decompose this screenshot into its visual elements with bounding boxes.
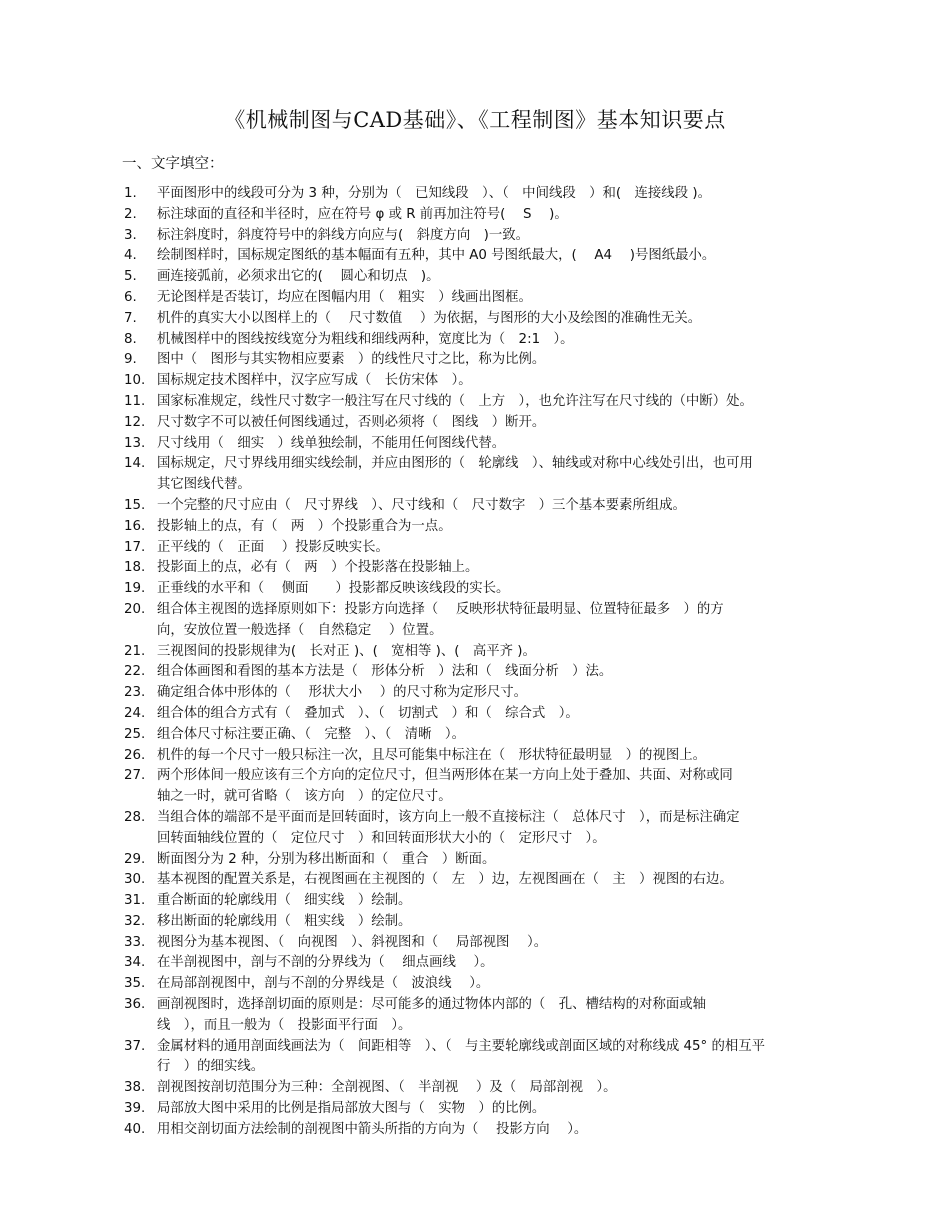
item-number: 25. bbox=[124, 726, 146, 742]
item-text: 视图分为基本视图、（ 向视图 ）、斜视图和（ 局部视图 ）。 bbox=[157, 934, 548, 950]
list-item bbox=[0, 1120, 950, 1141]
item-text: 断面图分为 2 种，分别为移出断面和（ 重合 ）断面。 bbox=[157, 851, 496, 867]
list-item bbox=[0, 704, 950, 725]
item-number: 40. bbox=[124, 1121, 146, 1137]
item-text: 组合体尺寸标注要正确、（ 完整 ）、（ 清晰 ）。 bbox=[157, 726, 465, 742]
list-item bbox=[0, 350, 950, 371]
list-item bbox=[0, 662, 950, 683]
item-text: 剖视图按剖切范围分为三种：全剖视图、（ 半剖视 ）及（ 局部剖视 ）。 bbox=[157, 1080, 617, 1096]
list-item bbox=[0, 683, 950, 704]
item-number: 7. bbox=[124, 310, 137, 326]
item-text: 尺寸数字不可以被任何图线通过，否则必须将（ 图线 ）断开。 bbox=[157, 414, 546, 430]
item-number: 14. bbox=[124, 456, 146, 472]
item-number: 1. bbox=[124, 186, 137, 201]
item-number: 35. bbox=[124, 976, 146, 992]
list-item bbox=[0, 1037, 950, 1079]
list-item bbox=[0, 371, 950, 392]
list-item bbox=[0, 309, 950, 330]
list-item bbox=[0, 558, 950, 579]
item-text: 尺寸线用（ 细实 ）线单独绘制，不能用任何图线代替。 bbox=[157, 435, 506, 451]
item-number: 38. bbox=[124, 1080, 146, 1096]
item-text bbox=[157, 808, 869, 850]
item-number: 32. bbox=[124, 913, 146, 929]
list-item bbox=[0, 288, 950, 309]
document-title: 《机械制图与CAD基础》、《工程制图》基本知识要点 bbox=[224, 108, 726, 132]
item-text: 确定组合体中形体的（ 形状大小 ）的尺寸称为定形尺寸。 bbox=[157, 685, 528, 701]
item-text-line: 其它图线代替。 bbox=[157, 477, 251, 493]
item-number: 3. bbox=[124, 227, 137, 243]
list-item bbox=[0, 1099, 950, 1120]
item-text: 机件的真实大小以图样上的（ 尺寸数值 ）为依据，与图形的大小及绘图的准确性无关。 bbox=[157, 310, 702, 326]
list-item bbox=[0, 517, 950, 538]
list-item bbox=[0, 808, 950, 850]
item-number: 28. bbox=[124, 809, 146, 825]
item-text-line: 线 ），而且一般为（ 投影面平行面 ）。 bbox=[157, 1017, 412, 1033]
item-number: 23. bbox=[124, 685, 146, 701]
item-text: 国家标准规定，线性尺寸数字一般注写在尺寸线的（ 上方 ），也允许注写在尺寸线的（中断）处。 bbox=[157, 393, 753, 409]
item-text: 正平线的（ 正面 ）投影反映实长。 bbox=[157, 539, 389, 555]
item-number: 13. bbox=[124, 435, 146, 451]
item-number: 18. bbox=[124, 560, 146, 576]
item-text: 基本视图的配置关系是，右视图画在主视图的（ 左 ）边，左视图画在（ 主 ）视图的右边。 bbox=[157, 872, 733, 888]
item-number: 17. bbox=[124, 539, 146, 555]
item-number: 9. bbox=[124, 352, 137, 368]
item-number: 15. bbox=[124, 497, 146, 513]
list-item bbox=[0, 766, 950, 808]
list-item bbox=[0, 392, 950, 413]
item-text-line: 向，安放位置一般选择（ 自然稳定 ）位置。 bbox=[157, 622, 443, 638]
list-item bbox=[0, 454, 950, 496]
item-number: 27. bbox=[124, 768, 146, 784]
item-text: 标注斜度时，斜度符号中的斜线方向应与( 斜度方向 )一致。 bbox=[157, 227, 529, 243]
item-number: 34. bbox=[124, 955, 146, 971]
item-number: 19. bbox=[124, 581, 146, 597]
item-text: 在半剖视图中，剖与不剖的分界线为（ 细点画线 ）。 bbox=[157, 955, 494, 971]
list-item bbox=[0, 891, 950, 912]
item-number: 37. bbox=[124, 1038, 146, 1054]
item-text: 画连接弧前，必须求出它的( 圆心和切点 )。 bbox=[157, 269, 440, 285]
item-text-line: 行 ）的细实线。 bbox=[157, 1059, 265, 1075]
list-item bbox=[0, 725, 950, 746]
item-text: 组合体画图和看图的基本方法是（ 形体分析 ）法和（ 线面分析 ）法。 bbox=[157, 664, 613, 680]
list-item bbox=[0, 1078, 950, 1099]
list-item bbox=[0, 933, 950, 954]
item-number: 8. bbox=[124, 331, 137, 347]
item-number: 20. bbox=[124, 601, 146, 617]
item-text: 图中（ 图形与其实物相应要素 ）的线性尺寸之比，称为比例。 bbox=[157, 352, 546, 368]
item-text-line: 画剖视图时，选择剖切面的原则是：尽可能多的通过物体内部的（ 孔、槽结构的对称面或轴 bbox=[157, 997, 707, 1013]
list-item bbox=[0, 330, 950, 351]
list-item bbox=[0, 226, 950, 247]
item-text-line: 回转面轴线位置的（ 定位尺寸 ）和回转面形状大小的（ 定形尺寸 ）。 bbox=[157, 830, 606, 846]
item-number: 33. bbox=[124, 934, 146, 950]
item-text: 组合体的组合方式有（ 叠加式 ）、（ 切割式 ）和（ 综合式 ）。 bbox=[157, 705, 579, 721]
item-text: 国标规定技术图样中，汉字应写成（ 长仿宋体 ）。 bbox=[157, 373, 472, 389]
list-item bbox=[0, 870, 950, 891]
list-item bbox=[0, 184, 950, 205]
list-item bbox=[0, 642, 950, 663]
item-text-line: 金属材料的通用剖面线画法为（ 间距相等 ）、（ 与主要轮廓线或剖面区域的对称线成 45° 的相互平 bbox=[157, 1038, 766, 1054]
item-number: 4. bbox=[124, 248, 137, 264]
list-item bbox=[0, 746, 950, 767]
item-text bbox=[157, 1037, 869, 1079]
item-text-line: 轴之一时，就可省略（ 该方向 ）的定位尺寸。 bbox=[157, 789, 452, 805]
item-number: 31. bbox=[124, 893, 146, 909]
item-text: 投影面上的点，必有（ 两 ）个投影落在投影轴上。 bbox=[157, 560, 479, 576]
item-text: 一个完整的尺寸应由（ 尺寸界线 ）、尺寸线和（ 尺寸数字 ）三个基本要素所组成。 bbox=[157, 497, 686, 513]
item-text: 绘制图样时，国标规定图纸的基本幅面有五种，其中 A0 号图纸最大，( A4 )号图纸最小。 bbox=[157, 248, 716, 264]
item-number: 12. bbox=[124, 414, 146, 430]
item-number: 10. bbox=[124, 373, 146, 389]
item-text: 移出断面的轮廓线用（ 粗实线 ）绘制。 bbox=[157, 913, 412, 929]
list-item bbox=[0, 974, 950, 995]
item-number: 30. bbox=[124, 872, 146, 888]
item-number: 29. bbox=[124, 851, 146, 867]
item-number: 6. bbox=[124, 289, 137, 305]
item-text-line: 组合体主视图的选择原则如下：投影方向选择（ 反映形状特征最明显、位置特征最多 ）的方 bbox=[157, 601, 724, 617]
item-text bbox=[157, 600, 869, 642]
list-item bbox=[0, 246, 950, 267]
item-text bbox=[157, 995, 869, 1037]
item-text: 正垂线的水平和（ 侧面 ）投影都反映该线段的实长。 bbox=[157, 581, 510, 597]
item-text-line: 当组合体的端部不是平面而是回转面时，该方向上一般不直接标注（ 总体尺寸 ），而是标注确定 bbox=[157, 809, 740, 825]
item-number: 39. bbox=[124, 1101, 146, 1117]
item-text-line: 两个形体间一般应该有三个方向的定位尺寸，但当两形体在某一方向上处于叠加、共面、对称或同 bbox=[157, 768, 733, 784]
item-text: 局部放大图中采用的比例是指局部放大图与（ 实物 ）的比例。 bbox=[157, 1101, 546, 1117]
item-text: 机械图样中的图线按线宽分为粗线和细线两种，宽度比为（ 2:1 ）。 bbox=[157, 331, 574, 347]
item-number: 24. bbox=[124, 705, 146, 721]
list-item bbox=[0, 850, 950, 871]
list-item bbox=[0, 413, 950, 434]
section-heading: 一、文字填空： bbox=[122, 156, 224, 172]
item-number: 36. bbox=[124, 997, 146, 1013]
item-number: 2. bbox=[124, 206, 137, 222]
item-text: 平面图形中的线段可分为 3 种，分别为（ 已知线段 ）、（ 中间线段 ）和( 连接线段 )。 bbox=[157, 186, 711, 201]
list-item bbox=[0, 600, 950, 642]
item-number: 11. bbox=[124, 393, 146, 409]
item-number: 26. bbox=[124, 747, 146, 763]
list-item bbox=[0, 205, 950, 226]
item-text bbox=[157, 766, 869, 808]
item-text: 标注球面的直径和半径时，应在符号 φ 或 R 前再加注符号( S )。 bbox=[157, 206, 568, 222]
question-list bbox=[0, 184, 950, 1141]
item-text: 无论图样是否装订，均应在图幅内用（ 粗实 ）线画出图框。 bbox=[157, 289, 532, 305]
list-item bbox=[0, 267, 950, 288]
list-item bbox=[0, 953, 950, 974]
item-text bbox=[157, 454, 869, 496]
item-text: 投影轴上的点，有（ 两 ）个投影重合为一点。 bbox=[157, 518, 452, 534]
item-text-line: 国标规定，尺寸界线用细实线绘制，并应由图形的（ 轮廓线 ）、轴线或对称中心线处引出，也可用 bbox=[157, 456, 753, 472]
item-text: 机件的每一个尺寸一般只标注一次，且尽可能集中标注在（ 形状特征最明显 ）的视图上。 bbox=[157, 747, 707, 763]
item-number: 16. bbox=[124, 518, 146, 534]
list-item bbox=[0, 496, 950, 517]
item-text: 重合断面的轮廓线用（ 细实线 ）绘制。 bbox=[157, 893, 412, 909]
list-item bbox=[0, 995, 950, 1037]
list-item bbox=[0, 434, 950, 455]
list-item bbox=[0, 538, 950, 559]
item-text: 在局部剖视图中，剖与不剖的分界线是（ 波浪线 ）。 bbox=[157, 976, 490, 992]
item-text: 三视图间的投影规律为( 长对正 )、( 宽相等 )、( 高平齐 )。 bbox=[157, 643, 536, 659]
list-item bbox=[0, 912, 950, 933]
item-number: 5. bbox=[124, 269, 137, 285]
item-number: 22. bbox=[124, 664, 146, 680]
item-number: 21. bbox=[124, 643, 146, 659]
item-text: 用相交剖切面方法绘制的剖视图中箭头所指的方向为（ 投影方向 ）。 bbox=[157, 1121, 588, 1137]
list-item bbox=[0, 579, 950, 600]
